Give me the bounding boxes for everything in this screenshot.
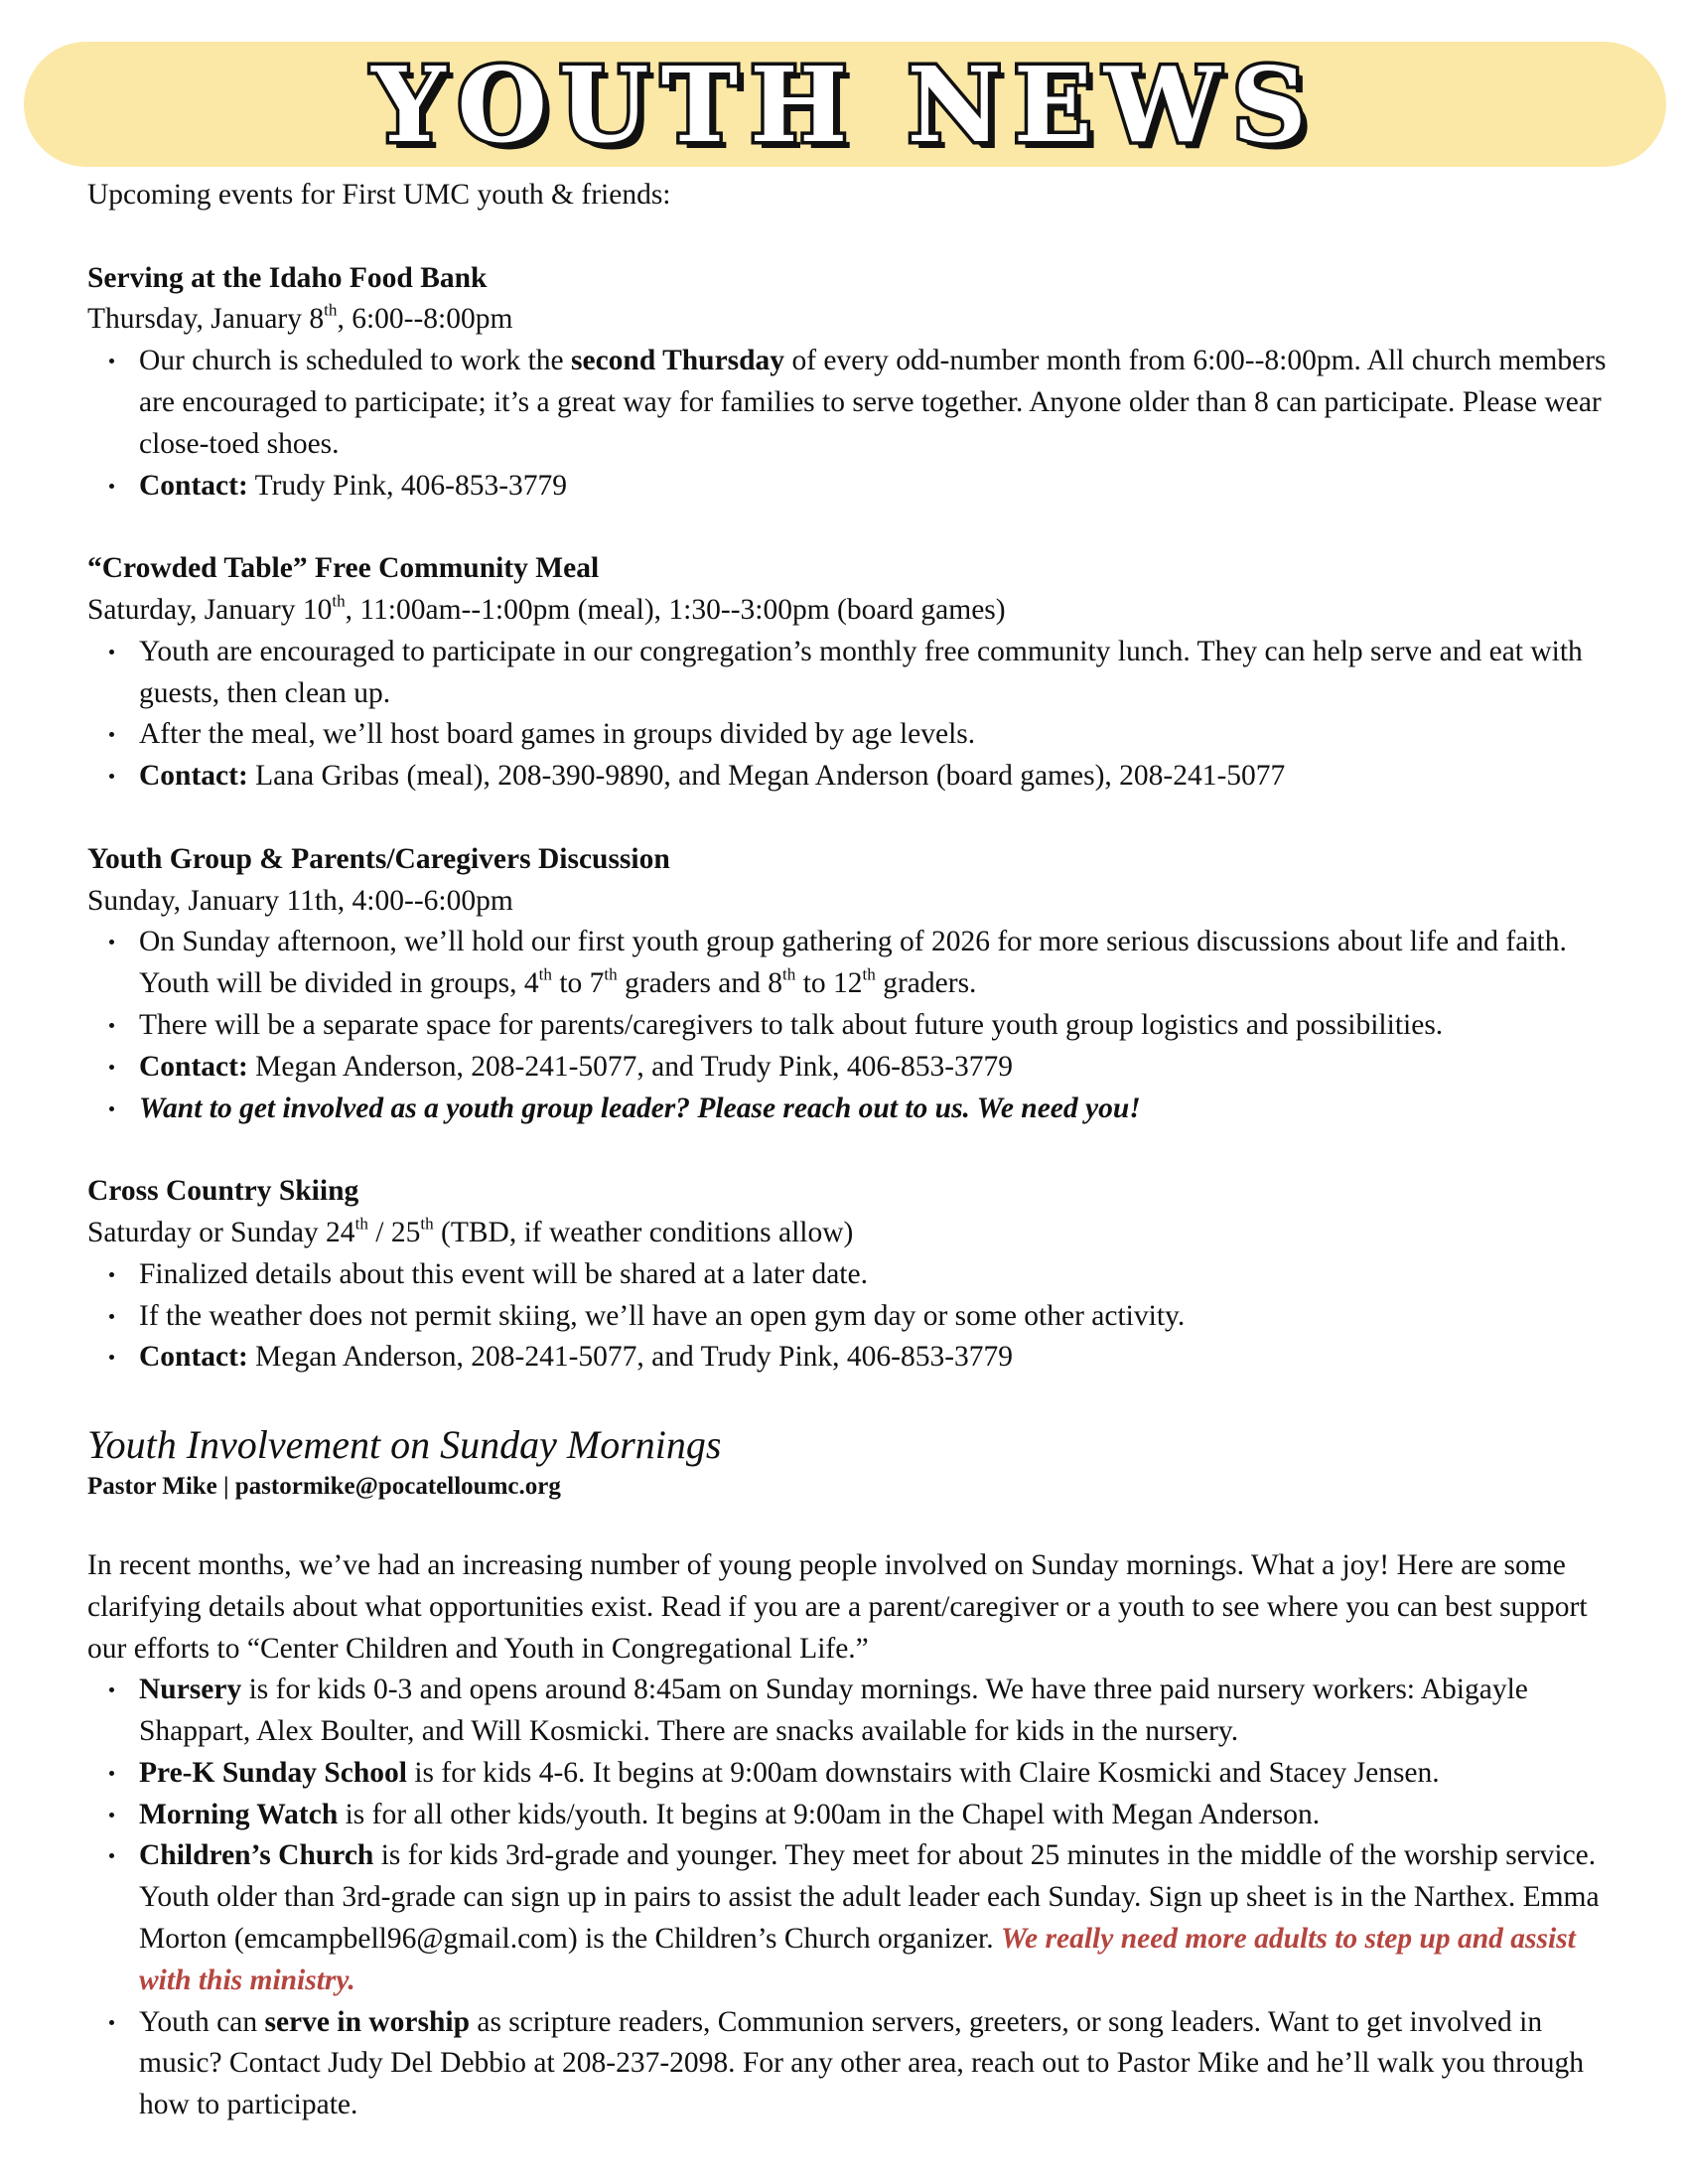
bullet-icon	[109, 1272, 114, 1277]
bullet-icon	[109, 1106, 114, 1111]
bullet-icon	[109, 774, 114, 779]
list-item: On Sunday afternoon, we’ll hold our first youth group gathering of 2026 for more serious discussions about life and faith. Youth will be divided in groups, 4th to 7th graders and 8th to 12th graders.	[87, 922, 1607, 1005]
event-title: Serving at the Idaho Food Bank	[87, 261, 488, 294]
list-item: Children’s Church is for kids 3rd-grade and younger. They meet for about 25 minutes in the middle of the worship service. Youth older than 3rd-grade can sign up in pairs to assist the adult leader each Sunday. Sign up sheet is in the Narthex. Emma Morton (emcampbell96@gmail.com) is the Children’s Church organizer. We really need more adults to step up and assist with this ministry.	[87, 1835, 1607, 2001]
bullet-icon	[109, 1065, 114, 1070]
event-title: Youth Group & Parents/Caregivers Discussion	[87, 842, 670, 875]
event-date: Thursday, January 8th, 6:00--8:00pm	[87, 301, 513, 336]
section-intro: In recent months, we’ve had an increasing number of young people involved on Sunday mornings. What a joy! Here are some clarifying details about what opportunities exist. Read if you are a parent/caregiver or a youth to see where you can best support our efforts to “Center Children and Youth in Congregational Life.”	[87, 1548, 1588, 1665]
list-item: If the weather does not permit skiing, we’ll have an open gym day or some other activity.	[87, 1296, 1607, 1338]
list-item: After the meal, we’ll host board games in groups divided by age levels.	[87, 714, 1607, 756]
event-details	[87, 922, 1607, 1129]
list-item: Nursery is for kids 0-3 and opens around 8:45am on Sunday mornings. We have three paid nursery workers: Abigayle Shappart, Alex Boulter, and Will Kosmicki. There are snacks available for kids in the nursery.	[87, 1670, 1607, 1753]
bullet-icon	[109, 1771, 114, 1776]
event-details	[87, 1254, 1607, 1379]
event-details	[87, 341, 1607, 507]
bullet-icon	[109, 650, 114, 655]
bullet-icon	[109, 940, 114, 945]
event-community-meal	[87, 548, 1607, 798]
event-date: Saturday, January 10th, 11:00am--1:00pm (meal), 1:30--3:00pm (board games)	[87, 591, 1006, 626]
banner-title: YOUTH NEWS	[371, 44, 1319, 166]
bullet-icon	[109, 484, 114, 489]
bullet-icon	[109, 1355, 114, 1360]
section-heading: Youth Involvement on Sunday Mornings	[87, 1421, 722, 1467]
event-details	[87, 632, 1607, 798]
bullet-icon	[109, 2020, 114, 2025]
bullet-icon	[109, 732, 114, 737]
bullet-icon	[109, 1813, 114, 1818]
list-item: There will be a separate space for parents/caregivers to talk about future youth group logistics and possibilities.	[87, 1005, 1607, 1047]
list-item: Youth can serve in worship as scripture readers, Communion servers, greeters, or song leaders. Want to get involved in music? Contact Judy Del Debbio at 208-237-2098. For any other area, reach out to Pastor Mike and he’ll walk you through how to participate.	[87, 2002, 1607, 2126]
list-item: Finalized details about this event will be shared at a later date.	[87, 1254, 1607, 1296]
list-item: Pre-K Sunday School is for kids 4-6. It begins at 9:00am downstairs with Claire Kosmicki and Stacey Jensen.	[87, 1753, 1607, 1795]
bullet-icon	[109, 1023, 114, 1028]
sunday-list	[87, 1670, 1607, 2126]
event-food-bank	[87, 258, 1607, 508]
contact-item: Contact: Megan Anderson, 208-241-5077, and Trudy Pink, 406-853-3779	[87, 1047, 1607, 1089]
event-title: “Crowded Table” Free Community Meal	[87, 552, 600, 585]
list-item: Want to get involved as a youth group leader? Please reach out to us. We need you!	[87, 1089, 1607, 1130]
newsletter-body	[87, 175, 1607, 2126]
contact-item: Contact: Megan Anderson, 208-241-5077, and Trudy Pink, 406-853-3779	[87, 1337, 1607, 1379]
contact-item: Contact: Lana Gribas (meal), 208-390-9890, and Megan Anderson (board games), 208-241-5077	[87, 756, 1607, 798]
list-item: Our church is scheduled to work the second Thursday of every odd-number month from 6:00--8:00pm. All church members are encouraged to participate; it’s a great way for families to serve together. Anyone older than 8 can participate. Please wear close-toed shoes.	[87, 341, 1607, 465]
event-date: Saturday or Sunday 24th / 25th (TBD, if weather conditions allow)	[87, 1214, 854, 1248]
event-date: Sunday, January 11th, 4:00--6:00pm	[87, 884, 513, 917]
intro-text: Upcoming events for First UMC youth & friends:	[87, 179, 671, 211]
bullet-icon	[109, 1314, 114, 1319]
event-youth-discussion	[87, 839, 1607, 1130]
contact-item: Contact: Trudy Pink, 406-853-3779	[87, 466, 1607, 508]
callout-text: We really need more adults to step up and assist with this ministry.	[139, 1923, 1576, 1996]
event-skiing	[87, 1171, 1607, 1379]
event-title: Cross Country Skiing	[87, 1175, 359, 1208]
header-banner	[24, 42, 1666, 167]
bullet-icon	[109, 359, 114, 364]
bullet-icon	[109, 1687, 114, 1692]
byline: Pastor Mike | pastormike@pocatelloumc.org	[87, 1472, 561, 1500]
list-item: Morning Watch is for all other kids/youth. It begins at 9:00am in the Chapel with Megan Anderson.	[87, 1795, 1607, 1836]
list-item: Youth are encouraged to participate in our congregation’s monthly free community lunch. They can help serve and eat with guests, then clean up.	[87, 632, 1607, 715]
bullet-icon	[109, 1853, 114, 1858]
